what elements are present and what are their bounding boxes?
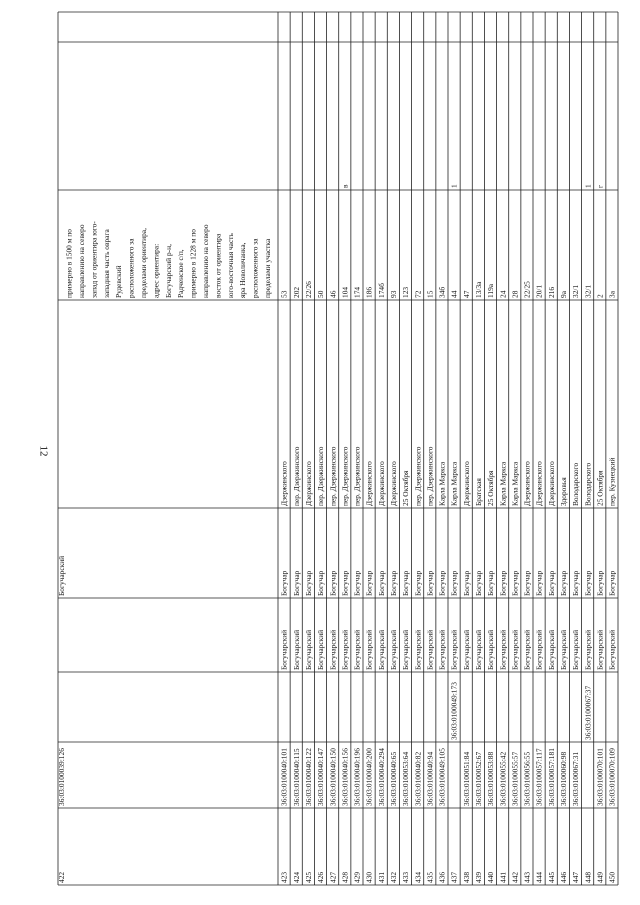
street-cell: Дзержинского	[304, 461, 314, 506]
row-number: 436	[437, 871, 447, 883]
locality-cell: Богучар	[571, 570, 581, 596]
locality-cell: Богучар	[352, 570, 362, 596]
cadastral-number: 36:03:0100040:65	[389, 751, 399, 806]
row-number: 438	[461, 871, 471, 883]
district-cell: Богучарский	[401, 629, 411, 670]
house-number-cell: 28	[510, 290, 520, 298]
letter-cell: 1	[583, 184, 593, 188]
cadastral-number: 36:03:0100057:117	[534, 748, 544, 806]
cadastral-number: 36:03:0100040:94	[425, 751, 435, 806]
house-number-cell: 46	[328, 290, 338, 298]
house-number-cell: 174б	[376, 283, 386, 298]
house-number-cell: 20/1	[534, 284, 544, 298]
district-cell: Богучарский	[291, 629, 301, 670]
address-line: направлению на северо	[201, 224, 210, 298]
locality-cell: Богучар	[340, 570, 350, 596]
house-number-cell: 2	[595, 294, 605, 298]
cadastral-number-2: 36:03:0100049:173	[449, 682, 459, 740]
locality-cell: Богучар	[304, 570, 314, 596]
cadastral-number: 36:03:0100056:55	[522, 751, 532, 806]
street-cell: Дзержинского	[522, 461, 532, 506]
street-cell: Володарского	[571, 462, 581, 506]
locality-cell: Богучар	[534, 570, 544, 596]
house-number-cell: 24	[498, 290, 508, 298]
row-number: 431	[376, 871, 386, 883]
row-number: 447	[571, 871, 581, 883]
row-number: 446	[559, 871, 569, 883]
street-cell: Дзержинского	[389, 461, 399, 506]
locality-cell: Богучар	[437, 570, 447, 596]
locality-cell: Богучар	[328, 570, 338, 596]
street-cell: 25 Октября	[401, 470, 411, 506]
row-number: 444	[534, 871, 544, 883]
locality-cell: Богучар	[474, 570, 484, 596]
row-number: 434	[413, 871, 423, 883]
row-number: 437	[449, 871, 459, 883]
locality-cell: Богучар	[401, 570, 411, 596]
row-number: 440	[486, 871, 496, 883]
cadastral-number: 36:03:0100051:84	[461, 751, 471, 806]
house-number-cell: 32/1	[583, 284, 593, 298]
street-cell: пер. Дзержинского	[328, 446, 338, 506]
row-number: 432	[389, 871, 399, 883]
house-number-cell: 186	[364, 286, 374, 298]
cadastral-number: 36:03:0100040:147	[316, 748, 326, 806]
street-cell: Дзержинского	[279, 461, 289, 506]
cadastral-number: 36:03:0100052:67	[474, 751, 484, 806]
locality-cell: Богучар	[510, 570, 520, 596]
cadastral-number: 36:03:0100057:181	[546, 748, 556, 806]
house-number-cell: 216	[546, 286, 556, 298]
locality-cell: Богучар	[291, 570, 301, 596]
cadastral-number: 36:03:0100060:98	[559, 751, 569, 806]
row-number: 427	[328, 871, 338, 883]
cadastral-number: 36:03:0100040:294	[376, 748, 386, 806]
street-cell: Володарского	[583, 462, 593, 506]
street-cell: пер. Дзержинского	[413, 446, 423, 506]
cadastral-number: 36:03:0100055:57	[510, 751, 520, 806]
house-number-cell: 104	[340, 286, 350, 298]
locality-cell: Богучар	[595, 570, 605, 596]
address-line: восток от ориентира	[213, 233, 223, 298]
row-number: 430	[364, 871, 374, 883]
district-cell: Богучарский	[352, 629, 362, 670]
row-number: 429	[352, 871, 362, 883]
cadastral-number: 36:03:0100040:122	[304, 748, 314, 806]
row-number: 449	[595, 871, 605, 883]
cadastral-number: 36:03:0100039:126	[57, 748, 66, 806]
district-cell: Богучарский	[522, 629, 532, 670]
street-cell: пер. Кузнецкий	[607, 457, 617, 506]
cadastral-number: 36:03:0100040:200	[364, 748, 374, 806]
locality-cell: Богучар	[364, 570, 374, 596]
address-line: пределами ориентира,	[139, 228, 148, 298]
district-cell: Богучарский	[607, 629, 617, 670]
address-line: Богучарский р-н,	[163, 244, 173, 298]
district-cell: Богучарский	[425, 629, 435, 670]
row-number: 428	[340, 871, 350, 883]
district-cell: Богучарский	[364, 629, 374, 670]
letter-cell: 1	[449, 184, 459, 188]
district-cell: Богучарский	[279, 629, 289, 670]
address-line: запад от ориентира юго-	[89, 221, 99, 298]
district-cell: Богучарский	[328, 629, 338, 670]
street-cell: Дзержинского	[376, 461, 386, 506]
cadastral-number: 36:03:0100040:156	[340, 748, 350, 806]
row-number: 435	[425, 871, 435, 883]
row-number: 439	[474, 871, 484, 883]
row-number: 425	[304, 871, 314, 883]
letter-cell: в	[340, 184, 350, 188]
district-cell: Богучарский	[389, 629, 399, 670]
district-cell: Богучарский	[534, 629, 544, 670]
row-number: 442	[510, 871, 520, 883]
page-number: 12	[37, 445, 50, 457]
locality-cell: Богучар	[461, 570, 471, 596]
address-line: расположенного за	[126, 238, 136, 298]
address-line: западная часть оврага	[101, 229, 111, 298]
row-number: 422	[57, 871, 66, 883]
district-cell: Богучарский	[437, 629, 447, 670]
row-number: 424	[291, 871, 301, 883]
cadastral-number: 36:03:0100053:64	[401, 751, 411, 806]
row-number: 445	[546, 871, 556, 883]
street-cell: пер. Дзержинского	[340, 446, 350, 506]
locality-cell: Богучар	[376, 570, 386, 596]
district-cell: Богучарский	[559, 629, 569, 670]
street-cell: Дзержинского	[461, 461, 471, 506]
row-number: 423	[279, 871, 289, 883]
district-cell: Богучарский	[376, 629, 386, 670]
cadastral-number-2: 36:03:0100067:37	[583, 685, 593, 740]
address-line: яра Новоличанка,	[238, 242, 248, 298]
district-cell: Богучарский	[316, 629, 326, 670]
row-number: 448	[583, 871, 593, 883]
house-number-cell: 22/25	[522, 281, 532, 298]
house-number-cell: 44	[449, 290, 459, 298]
district-cell: Богучарский	[304, 629, 314, 670]
cadastral-number: 36:03:0100040:82	[413, 751, 423, 806]
street-cell: Карла Маркса	[449, 461, 459, 506]
address-line: пределами участка	[263, 238, 272, 298]
street-cell: 25 Октября	[486, 470, 496, 506]
cadastral-number: 36:03:0100040:196	[352, 748, 362, 806]
street-cell: Братская	[474, 478, 484, 506]
district-cell: Богучарский	[461, 629, 471, 670]
district-cell: Богучарский	[583, 629, 593, 670]
district-cell: Богучарский	[340, 629, 350, 670]
street-cell: Дзержинского	[364, 461, 374, 506]
address-line: Рудевский	[114, 265, 124, 298]
locality-cell: Богучар	[546, 570, 556, 596]
cadastral-number: 36:03:0100040:101	[279, 748, 289, 806]
cadastral-number: 36:03:0100040:115	[291, 748, 301, 806]
district-cell: Богучарский	[571, 629, 581, 670]
street-cell: пер. Дзержинского	[352, 446, 362, 506]
row-number: 443	[522, 871, 532, 883]
house-number-cell: 123	[401, 286, 411, 298]
cadastral-number: 36:03:0100053:88	[486, 751, 496, 806]
locality-cell: Богучар	[425, 570, 435, 596]
district-cell: Богучарский	[546, 629, 556, 670]
street-cell: Здоровья	[559, 477, 569, 506]
house-number-cell: 47	[461, 290, 471, 298]
house-number-cell: 202	[291, 286, 301, 298]
district-cell: Богучарский	[486, 629, 496, 670]
locality-cell: Богучар	[498, 570, 508, 596]
house-number-cell: 22/26	[304, 281, 314, 298]
locality-cell: Богучар	[279, 570, 289, 596]
street-cell: Карла Маркса	[437, 461, 447, 506]
address-line: юго-восточная часть	[225, 233, 235, 298]
street-cell: Карла Маркса	[498, 461, 508, 506]
house-number-cell: 50	[316, 290, 326, 298]
locality-cell: Богучар	[522, 570, 532, 596]
district-cell: Богучарский	[474, 629, 484, 670]
address-line: направлению на северо	[77, 224, 86, 298]
house-number-cell: 119а	[486, 283, 496, 298]
letter-cell: г	[595, 184, 605, 188]
house-number-cell: 32/1	[571, 284, 581, 298]
locality-cell: Богучар	[389, 570, 399, 596]
house-number-cell: 93	[389, 290, 399, 298]
cadastral-number: 36:03:0100070:101	[595, 748, 605, 806]
house-number-cell: 72	[413, 290, 423, 298]
row-number: 441	[498, 871, 508, 883]
row-number: 433	[401, 871, 411, 883]
address-line: расположенного за	[250, 238, 260, 298]
locality-cell: Богучар	[486, 570, 496, 596]
locality-cell: Богучар	[449, 570, 459, 596]
house-number-cell: 13/3а	[474, 281, 484, 298]
cadastral-number: 36:03:0100055:42	[498, 751, 508, 806]
house-number-cell: 9а	[559, 291, 569, 298]
house-number-cell: 174	[352, 286, 362, 298]
locality-cell: Богучар	[607, 570, 617, 596]
locality-cell: Богучар	[559, 570, 569, 596]
cadastral-number: 36:03:0100067:31	[571, 751, 581, 806]
house-number-cell: 15	[425, 290, 435, 298]
house-number-cell: 3а	[607, 291, 617, 298]
address-line: адрес ориентира:	[151, 243, 161, 298]
address-line: Радченское с/п,	[176, 249, 186, 298]
street-cell: Дзержинского	[546, 461, 556, 506]
address-line: примерно в 1228 м по	[188, 229, 198, 298]
district-cell: Богучарский	[413, 629, 423, 670]
locality-cell: Богучар	[583, 570, 593, 596]
row-number: 450	[607, 871, 617, 883]
street-cell: пер. Дзержинского	[291, 446, 301, 506]
district-cell: Богучарский	[510, 629, 520, 670]
locality-cell: Богучар	[413, 570, 423, 596]
street-cell: Карла Маркса	[510, 461, 520, 506]
address-line: примерно в 1500 м по	[64, 229, 74, 298]
district-cell: Богучарский	[595, 629, 605, 670]
district-cell: Богучарский	[449, 629, 459, 670]
cadastral-number: 36:03:0100040:150	[328, 748, 338, 806]
street-cell: Дзержинского	[534, 461, 544, 506]
street-cell: 25 Октября	[595, 470, 605, 506]
locality-cell: Богучар	[316, 570, 326, 596]
street-cell: пер. Дзержинского	[316, 446, 326, 506]
row-number: 426	[316, 871, 326, 883]
street-cell: пер. Дзержинского	[425, 446, 435, 506]
district-cell: Богучарский	[57, 555, 66, 596]
house-number-cell: 53	[279, 290, 289, 298]
cadastral-number: 36:03:0100049:105	[437, 748, 447, 806]
district-cell: Богучарский	[498, 629, 508, 670]
house-number-cell: 34б	[437, 286, 447, 298]
cadastral-number: 36:03:0100070:109	[607, 748, 617, 806]
